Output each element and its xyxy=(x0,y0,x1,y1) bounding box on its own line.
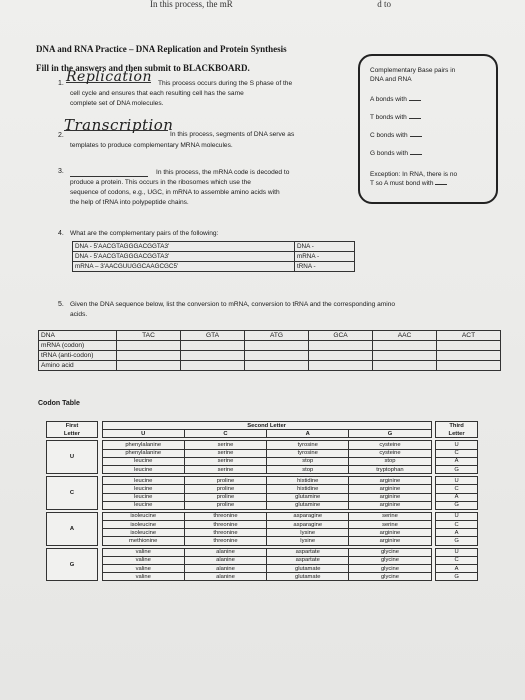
amino-acid-cell: threonine xyxy=(184,512,266,520)
table-row xyxy=(47,457,478,465)
second-base-header: C xyxy=(184,430,266,438)
amino-acid-cell: alanine xyxy=(184,556,266,564)
dna-cell: GCA xyxy=(309,331,373,341)
dna-cell: AAC xyxy=(373,331,437,341)
answer-blank[interactable] xyxy=(435,184,447,185)
a-bonds-row xyxy=(370,95,421,104)
question-3-text-c: sequence of codons, e.g., UGC, in mRNA to assemble amino acids with xyxy=(70,189,280,196)
table-row xyxy=(47,537,478,545)
third-base-cell: A xyxy=(436,493,478,501)
third-base-cell: G xyxy=(436,501,478,509)
table-row xyxy=(47,548,478,556)
table-row xyxy=(47,441,478,449)
amino-acid-cell: stop xyxy=(267,465,349,473)
dna-cell: GTA xyxy=(181,331,245,341)
dna-cell: ATG xyxy=(245,331,309,341)
g-bonds-label: G bonds with xyxy=(370,150,408,157)
table-row xyxy=(47,449,478,457)
question-3-text-a: In this process, the mRNA code is decoded to xyxy=(156,169,290,176)
amino-acid-cell: glutamate xyxy=(267,565,349,573)
third-base-cell: U xyxy=(436,512,478,520)
table-row xyxy=(47,521,478,529)
question-3-text-d: the help of tRNA into polypeptide chains. xyxy=(70,199,189,206)
answer-blank[interactable] xyxy=(410,154,422,155)
answer-cell[interactable] xyxy=(309,341,373,351)
amino-acid-cell: threonine xyxy=(184,521,266,529)
third-base-cell: C xyxy=(436,485,478,493)
answer-blank[interactable] xyxy=(409,118,421,119)
amino-acid-cell: serine xyxy=(349,521,431,529)
question-1-text-b: cell cycle and ensures that each resulting cell has the same xyxy=(70,90,244,97)
answer-cell[interactable] xyxy=(117,351,181,361)
amino-acid-cell: arginine xyxy=(349,501,431,509)
third-letter-header: Third xyxy=(436,422,478,430)
box-title-b: DNA and RNA xyxy=(370,76,412,83)
handwritten-answer: Replication xyxy=(66,69,152,85)
question-1-answer[interactable] xyxy=(66,69,152,85)
g-bonds-row xyxy=(370,149,422,158)
complementary-base-pairs-box xyxy=(358,54,498,204)
third-base-cell: U xyxy=(436,548,478,556)
given-sequence-cell: mRNA – 3'AACGUUGGCAAGCGC5' xyxy=(73,262,295,272)
answer-cell[interactable] xyxy=(437,351,501,361)
third-base-cell: C xyxy=(436,449,478,457)
question-number: 1. xyxy=(58,80,64,87)
answer-cell[interactable] xyxy=(373,351,437,361)
question-1-text-c: complete set of DNA molecules. xyxy=(70,100,164,107)
amino-acid-cell: tyrosine xyxy=(267,441,349,449)
box-title-a: Complementary Base pairs in xyxy=(370,67,456,74)
table-row xyxy=(47,573,478,581)
third-base-cell: G xyxy=(436,537,478,545)
amino-acid-cell: glutamine xyxy=(267,493,349,501)
amino-acid-cell: serine xyxy=(184,449,266,457)
amino-acid-cell: proline xyxy=(184,477,266,485)
amino-acid-cell: aspartate xyxy=(267,556,349,564)
table-row xyxy=(73,252,355,262)
amino-acid-cell: isoleucine xyxy=(102,521,184,529)
amino-acid-cell: leucine xyxy=(102,485,184,493)
amino-acid-cell: cysteine xyxy=(349,449,431,457)
table-row xyxy=(47,512,478,520)
amino-acid-cell: lysine xyxy=(267,537,349,545)
first-letter-header: First xyxy=(47,422,98,430)
amino-acid-cell: asparagine xyxy=(267,521,349,529)
answer-cell[interactable] xyxy=(437,341,501,351)
table-row xyxy=(47,477,478,485)
question-5-text-a: Given the DNA sequence below, list the conversion to mRNA, conversion to tRNA and the corresponding amino xyxy=(70,301,396,308)
first-base-cell: G xyxy=(47,548,98,581)
codon-table-title: Codon Table xyxy=(38,400,80,407)
amino-acid-cell: glutamine xyxy=(267,501,349,509)
third-base-cell: A xyxy=(436,529,478,537)
question-3-text-b: produce a protein. This occurs in the ribosomes which use the xyxy=(70,179,251,186)
table-row xyxy=(73,262,355,272)
a-bonds-label: A bonds with xyxy=(370,96,407,103)
question-2-answer[interactable] xyxy=(64,116,174,134)
t-bonds-label: T bonds with xyxy=(370,114,407,121)
answer-cell[interactable] xyxy=(117,341,181,351)
amino-acid-cell: serine xyxy=(184,457,266,465)
instructions: Fill in the answers and then submit to BLACKBOARD. xyxy=(36,63,250,73)
amino-acid-cell: alanine xyxy=(184,565,266,573)
table-row xyxy=(47,465,478,473)
amino-acid-cell: glutamate xyxy=(267,573,349,581)
answer-blank[interactable] xyxy=(410,136,422,137)
amino-acid-cell: threonine xyxy=(184,529,266,537)
amino-acid-cell: glycine xyxy=(349,548,431,556)
question-number: 5. xyxy=(58,301,64,308)
amino-acid-cell: valine xyxy=(102,548,184,556)
table-row xyxy=(47,565,478,573)
answer-cell[interactable]: DNA - xyxy=(295,242,355,252)
amino-acid-cell: histidine xyxy=(267,485,349,493)
first-base-cell: C xyxy=(47,477,98,510)
amino-acid-cell: serine xyxy=(184,465,266,473)
cut-off-header-text xyxy=(150,0,470,11)
amino-acid-cell: tryptophan xyxy=(349,465,431,473)
amino-acid-cell: arginine xyxy=(349,537,431,545)
second-letter-header: Second Letter xyxy=(102,422,431,430)
amino-acid-cell: arginine xyxy=(349,493,431,501)
amino-acid-cell: isoleucine xyxy=(102,512,184,520)
third-base-cell: C xyxy=(436,521,478,529)
amino-acid-cell: proline xyxy=(184,493,266,501)
amino-acid-cell: glycine xyxy=(349,556,431,564)
third-base-cell: C xyxy=(436,556,478,564)
second-base-header: G xyxy=(349,430,431,438)
amino-acid-cell: valine xyxy=(102,573,184,581)
c-bonds-label: C bonds with xyxy=(370,132,408,139)
row-label-cell: Amino acid xyxy=(39,361,117,371)
third-base-cell: U xyxy=(436,441,478,449)
amino-acid-cell: proline xyxy=(184,501,266,509)
answer-cell[interactable] xyxy=(117,361,181,371)
table-row xyxy=(47,501,478,509)
third-base-cell: A xyxy=(436,565,478,573)
header-row xyxy=(47,422,478,430)
amino-acid-cell: tyrosine xyxy=(267,449,349,457)
answer-cell[interactable]: tRNA - xyxy=(295,262,355,272)
amino-acid-cell: phenylalanine xyxy=(102,441,184,449)
amino-acid-cell: glycine xyxy=(349,565,431,573)
amino-acid-cell: stop xyxy=(267,457,349,465)
amino-acid-cell: arginine xyxy=(349,477,431,485)
exception-b: T so A must bond with xyxy=(370,180,434,187)
answer-blank[interactable] xyxy=(409,100,421,101)
conversion-table xyxy=(38,330,501,371)
question-2-text-a: In this process, segments of DNA serve as xyxy=(170,131,295,138)
answer-cell[interactable] xyxy=(373,341,437,351)
cut-off-text: In this process, the mR xyxy=(150,0,233,9)
third-base-cell: G xyxy=(436,573,478,581)
answer-cell[interactable] xyxy=(181,341,245,351)
amino-acid-cell: serine xyxy=(349,512,431,520)
amino-acid-cell: leucine xyxy=(102,477,184,485)
amino-acid-cell: asparagine xyxy=(267,512,349,520)
table-row xyxy=(39,351,501,361)
given-sequence-cell: DNA - 5'AACGTAGGGACGGTA3' xyxy=(73,242,295,252)
question-number: 3. xyxy=(58,168,64,175)
answer-cell[interactable] xyxy=(373,361,437,371)
row-label-cell: DNA xyxy=(39,331,117,341)
answer-cell[interactable] xyxy=(245,341,309,351)
amino-acid-cell: stop xyxy=(349,457,431,465)
amino-acid-cell: methionine xyxy=(102,537,184,545)
table-row xyxy=(39,331,501,341)
t-bonds-row xyxy=(370,113,421,122)
amino-acid-cell: leucine xyxy=(102,493,184,501)
third-base-cell: A xyxy=(436,457,478,465)
exception-a: Exception: In RNA, there is no xyxy=(370,171,458,178)
third-base-cell: U xyxy=(436,477,478,485)
amino-acid-cell: alanine xyxy=(184,548,266,556)
amino-acid-cell: threonine xyxy=(184,537,266,545)
first-base-cell: U xyxy=(47,441,98,474)
first-base-cell: A xyxy=(47,512,98,545)
amino-acid-cell: histidine xyxy=(267,477,349,485)
handwritten-answer: Transcription xyxy=(64,116,174,134)
cut-off-suffix: d to xyxy=(377,0,392,9)
question-number: 2. xyxy=(58,132,64,139)
dna-cell: TAC xyxy=(117,331,181,341)
first-letter-header: Letter xyxy=(47,430,98,438)
table-row xyxy=(39,341,501,351)
amino-acid-cell: alanine xyxy=(184,573,266,581)
question-4-text: What are the complementary pairs of the following: xyxy=(70,230,219,237)
amino-acid-cell: leucine xyxy=(102,465,184,473)
amino-acid-cell: arginine xyxy=(349,529,431,537)
amino-acid-cell: valine xyxy=(102,556,184,564)
question-number: 4. xyxy=(58,230,64,237)
answer-cell[interactable] xyxy=(181,361,245,371)
question-1-text-a: This process occurs during the S phase of the xyxy=(158,80,293,87)
exception-row xyxy=(370,179,447,188)
dna-cell: ACT xyxy=(437,331,501,341)
table-row xyxy=(73,242,355,252)
header-row xyxy=(47,430,478,438)
answer-cell[interactable]: mRNA - xyxy=(295,252,355,262)
table-row xyxy=(47,485,478,493)
amino-acid-cell: valine xyxy=(102,565,184,573)
row-label-cell: tRNA (anti-codon) xyxy=(39,351,117,361)
row-label-cell: mRNA (codon) xyxy=(39,341,117,351)
amino-acid-cell: aspartate xyxy=(267,548,349,556)
amino-acid-cell: proline xyxy=(184,485,266,493)
amino-acid-cell: serine xyxy=(184,441,266,449)
answer-cell[interactable] xyxy=(437,361,501,371)
complementary-pairs-table xyxy=(72,241,355,272)
amino-acid-cell: lysine xyxy=(267,529,349,537)
question-3-answer-blank[interactable] xyxy=(70,176,148,177)
question-5-text-b: acids. xyxy=(70,311,88,318)
given-sequence-cell: DNA - 5'AACGTAGGGACGGTA3' xyxy=(73,252,295,262)
c-bonds-row xyxy=(370,131,422,140)
amino-acid-cell: cysteine xyxy=(349,441,431,449)
third-letter-header: Letter xyxy=(436,430,478,438)
second-base-header: A xyxy=(267,430,349,438)
answer-cell[interactable] xyxy=(309,351,373,361)
answer-cell[interactable] xyxy=(245,351,309,361)
amino-acid-cell: leucine xyxy=(102,457,184,465)
codon-table xyxy=(46,421,478,581)
answer-cell[interactable] xyxy=(309,361,373,371)
table-row xyxy=(47,529,478,537)
answer-cell[interactable] xyxy=(245,361,309,371)
table-row xyxy=(39,361,501,371)
amino-acid-cell: arginine xyxy=(349,485,431,493)
worksheet-title: DNA and RNA Practice – DNA Replication and Protein Synthesis xyxy=(36,44,287,54)
amino-acid-cell: phenylalanine xyxy=(102,449,184,457)
amino-acid-cell: leucine xyxy=(102,501,184,509)
second-base-header: U xyxy=(102,430,184,438)
amino-acid-cell: isoleucine xyxy=(102,529,184,537)
third-base-cell: G xyxy=(436,465,478,473)
question-2-text-b: templates to produce complementary MRNA molecules. xyxy=(70,142,233,149)
answer-cell[interactable] xyxy=(181,351,245,361)
table-row xyxy=(47,556,478,564)
amino-acid-cell: glycine xyxy=(349,573,431,581)
table-row xyxy=(47,493,478,501)
